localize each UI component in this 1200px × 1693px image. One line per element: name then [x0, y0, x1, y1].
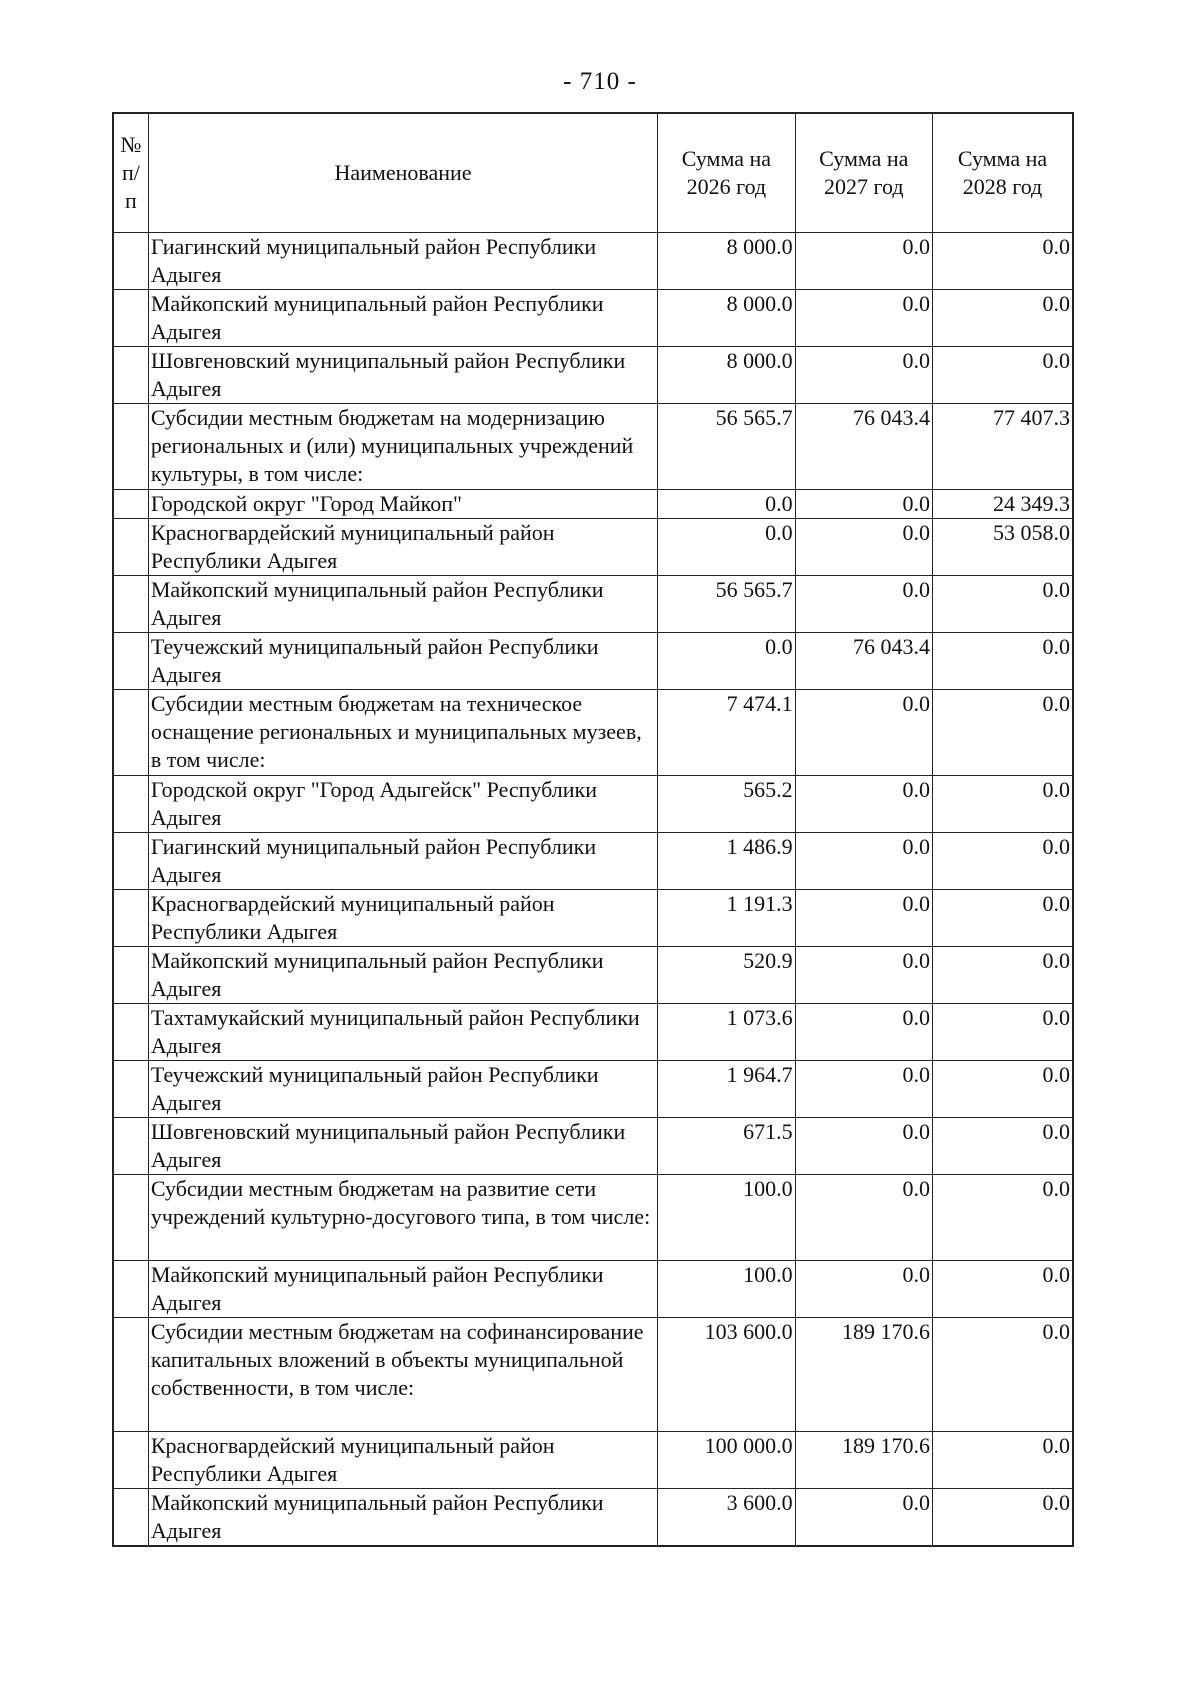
table-row [113, 404, 1073, 490]
row-name-cell: Майкопский муниципальный район Республики Адыгея [148, 1261, 657, 1318]
row-2026-cell: 565.2 [658, 776, 795, 833]
row-name-cell: Субсидии местным бюджетам на развитие сети учреждений культурно-досугового типа, в том числе: [148, 1175, 657, 1261]
row-2028-cell: 0.0 [933, 1175, 1074, 1261]
row-num-cell [113, 947, 148, 1004]
row-num-cell [113, 576, 148, 633]
row-2027-cell: 0.0 [795, 519, 932, 576]
table-row [113, 290, 1073, 347]
row-2028-cell: 77 407.3 [933, 404, 1074, 490]
table-row [113, 1432, 1073, 1489]
table-row [113, 833, 1073, 890]
row-2028-cell: 0.0 [933, 947, 1074, 1004]
table-body [113, 233, 1073, 1547]
row-2026-cell: 0.0 [658, 490, 795, 519]
row-name-cell: Красногвардейский муниципальный район Республики Адыгея [148, 1432, 657, 1489]
row-2026-cell: 8 000.0 [658, 347, 795, 404]
row-num-cell [113, 1061, 148, 1118]
table-row [113, 1004, 1073, 1061]
row-num-cell [113, 1261, 148, 1318]
row-name-cell: Теучежский муниципальный район Республики Адыгея [148, 633, 657, 690]
row-name-cell: Тахтамукайский муниципальный район Республики Адыгея [148, 1004, 657, 1061]
row-num-cell [113, 1175, 148, 1261]
row-num-cell [113, 690, 148, 776]
row-2027-cell: 76 043.4 [795, 404, 932, 490]
row-2028-cell: 0.0 [933, 233, 1074, 290]
table-row [113, 347, 1073, 404]
row-2027-cell: 0.0 [795, 490, 932, 519]
row-num-cell [113, 233, 148, 290]
row-2028-cell: 0.0 [933, 890, 1074, 947]
table-row [113, 519, 1073, 576]
row-2027-cell: 0.0 [795, 347, 932, 404]
row-2027-cell: 76 043.4 [795, 633, 932, 690]
row-2028-cell: 0.0 [933, 1318, 1074, 1432]
header-2027: Сумма на 2027 год [795, 113, 932, 233]
row-2027-cell: 0.0 [795, 1489, 932, 1547]
table-row [113, 947, 1073, 1004]
row-2028-cell: 0.0 [933, 1118, 1074, 1175]
row-2027-cell: 0.0 [795, 1004, 932, 1061]
row-2028-cell: 0.0 [933, 633, 1074, 690]
table-row [113, 633, 1073, 690]
row-2027-cell: 189 170.6 [795, 1318, 932, 1432]
table-header-row [113, 113, 1073, 233]
table-row [113, 1261, 1073, 1318]
row-num-cell [113, 519, 148, 576]
page-number: - 710 - [563, 68, 637, 95]
row-2026-cell: 8 000.0 [658, 233, 795, 290]
row-2027-cell: 0.0 [795, 776, 932, 833]
row-2026-cell: 7 474.1 [658, 690, 795, 776]
row-2026-cell: 100.0 [658, 1261, 795, 1318]
row-2028-cell: 0.0 [933, 1489, 1074, 1547]
row-2027-cell: 0.0 [795, 290, 932, 347]
row-name-cell: Красногвардейский муниципальный район Республики Адыгея [148, 890, 657, 947]
row-name-cell: Городской округ "Город Адыгейск" Республики Адыгея [148, 776, 657, 833]
table-row [113, 576, 1073, 633]
row-2027-cell: 0.0 [795, 1118, 932, 1175]
row-2026-cell: 8 000.0 [658, 290, 795, 347]
row-2026-cell: 100.0 [658, 1175, 795, 1261]
row-2026-cell: 1 964.7 [658, 1061, 795, 1118]
row-2026-cell: 100 000.0 [658, 1432, 795, 1489]
table-row [113, 776, 1073, 833]
table-row [113, 890, 1073, 947]
row-name-cell: Городской округ "Город Майкоп" [148, 490, 657, 519]
row-2027-cell: 0.0 [795, 890, 932, 947]
row-2026-cell: 56 565.7 [658, 404, 795, 490]
row-name-cell: Майкопский муниципальный район Республики Адыгея [148, 576, 657, 633]
row-2026-cell: 0.0 [658, 519, 795, 576]
row-2026-cell: 103 600.0 [658, 1318, 795, 1432]
row-2027-cell: 0.0 [795, 1175, 932, 1261]
row-num-cell [113, 633, 148, 690]
row-name-cell: Субсидии местным бюджетам на софинансирование капитальных вложений в объекты муниципальной собственности, в том числе: [148, 1318, 657, 1432]
row-num-cell [113, 1318, 148, 1432]
row-num-cell [113, 1489, 148, 1547]
table-row [113, 490, 1073, 519]
row-num-cell [113, 1118, 148, 1175]
row-name-cell: Гиагинский муниципальный район Республики Адыгея [148, 833, 657, 890]
row-name-cell: Теучежский муниципальный район Республики Адыгея [148, 1061, 657, 1118]
row-num-cell [113, 290, 148, 347]
row-2027-cell: 0.0 [795, 947, 932, 1004]
row-2028-cell: 0.0 [933, 1004, 1074, 1061]
row-2028-cell: 0.0 [933, 1432, 1074, 1489]
row-2028-cell: 0.0 [933, 347, 1074, 404]
row-num-cell [113, 490, 148, 519]
row-2027-cell: 0.0 [795, 833, 932, 890]
table-row [113, 1489, 1073, 1547]
budget-table [112, 112, 1074, 1547]
row-2027-cell: 0.0 [795, 1061, 932, 1118]
header-2028: Сумма на 2028 год [933, 113, 1074, 233]
row-2027-cell: 0.0 [795, 1261, 932, 1318]
row-name-cell: Субсидии местным бюджетам на модернизацию региональных и (или) муниципальных учреждений культуры, в том числе: [148, 404, 657, 490]
row-2026-cell: 0.0 [658, 633, 795, 690]
row-2027-cell: 0.0 [795, 233, 932, 290]
row-2028-cell: 53 058.0 [933, 519, 1074, 576]
row-2027-cell: 189 170.6 [795, 1432, 932, 1489]
row-num-cell [113, 890, 148, 947]
row-num-cell [113, 776, 148, 833]
header-name: Наименование [148, 113, 657, 233]
row-num-cell [113, 1432, 148, 1489]
table-row [113, 1175, 1073, 1261]
row-2026-cell: 56 565.7 [658, 576, 795, 633]
row-2028-cell: 0.0 [933, 576, 1074, 633]
table-row [113, 233, 1073, 290]
row-2027-cell: 0.0 [795, 576, 932, 633]
row-2028-cell: 0.0 [933, 1261, 1074, 1318]
row-name-cell: Субсидии местным бюджетам на техническое оснащение региональных и муниципальных музеев, в том числе: [148, 690, 657, 776]
row-2028-cell: 0.0 [933, 833, 1074, 890]
table-row [113, 690, 1073, 776]
row-2026-cell: 520.9 [658, 947, 795, 1004]
row-name-cell: Майкопский муниципальный район Республики Адыгея [148, 290, 657, 347]
row-num-cell [113, 404, 148, 490]
row-2028-cell: 0.0 [933, 1061, 1074, 1118]
row-2028-cell: 0.0 [933, 290, 1074, 347]
row-num-cell [113, 833, 148, 890]
row-2028-cell: 0.0 [933, 776, 1074, 833]
row-name-cell: Гиагинский муниципальный район Республики Адыгея [148, 233, 657, 290]
header-2026: Сумма на 2026 год [658, 113, 795, 233]
table-row [113, 1318, 1073, 1432]
row-2028-cell: 0.0 [933, 690, 1074, 776]
row-2026-cell: 1 486.9 [658, 833, 795, 890]
row-2026-cell: 671.5 [658, 1118, 795, 1175]
header-num: № п/п [113, 113, 148, 233]
row-name-cell: Красногвардейский муниципальный район Республики Адыгея [148, 519, 657, 576]
row-num-cell [113, 347, 148, 404]
row-name-cell: Шовгеновский муниципальный район Республики Адыгея [148, 347, 657, 404]
row-2028-cell: 24 349.3 [933, 490, 1074, 519]
row-name-cell: Майкопский муниципальный район Республики Адыгея [148, 1489, 657, 1547]
row-2026-cell: 1 073.6 [658, 1004, 795, 1061]
row-num-cell [113, 1004, 148, 1061]
row-2027-cell: 0.0 [795, 690, 932, 776]
table-row [113, 1118, 1073, 1175]
row-name-cell: Шовгеновский муниципальный район Республики Адыгея [148, 1118, 657, 1175]
row-2026-cell: 3 600.0 [658, 1489, 795, 1547]
table-row [113, 1061, 1073, 1118]
row-2026-cell: 1 191.3 [658, 890, 795, 947]
row-name-cell: Майкопский муниципальный район Республики Адыгея [148, 947, 657, 1004]
